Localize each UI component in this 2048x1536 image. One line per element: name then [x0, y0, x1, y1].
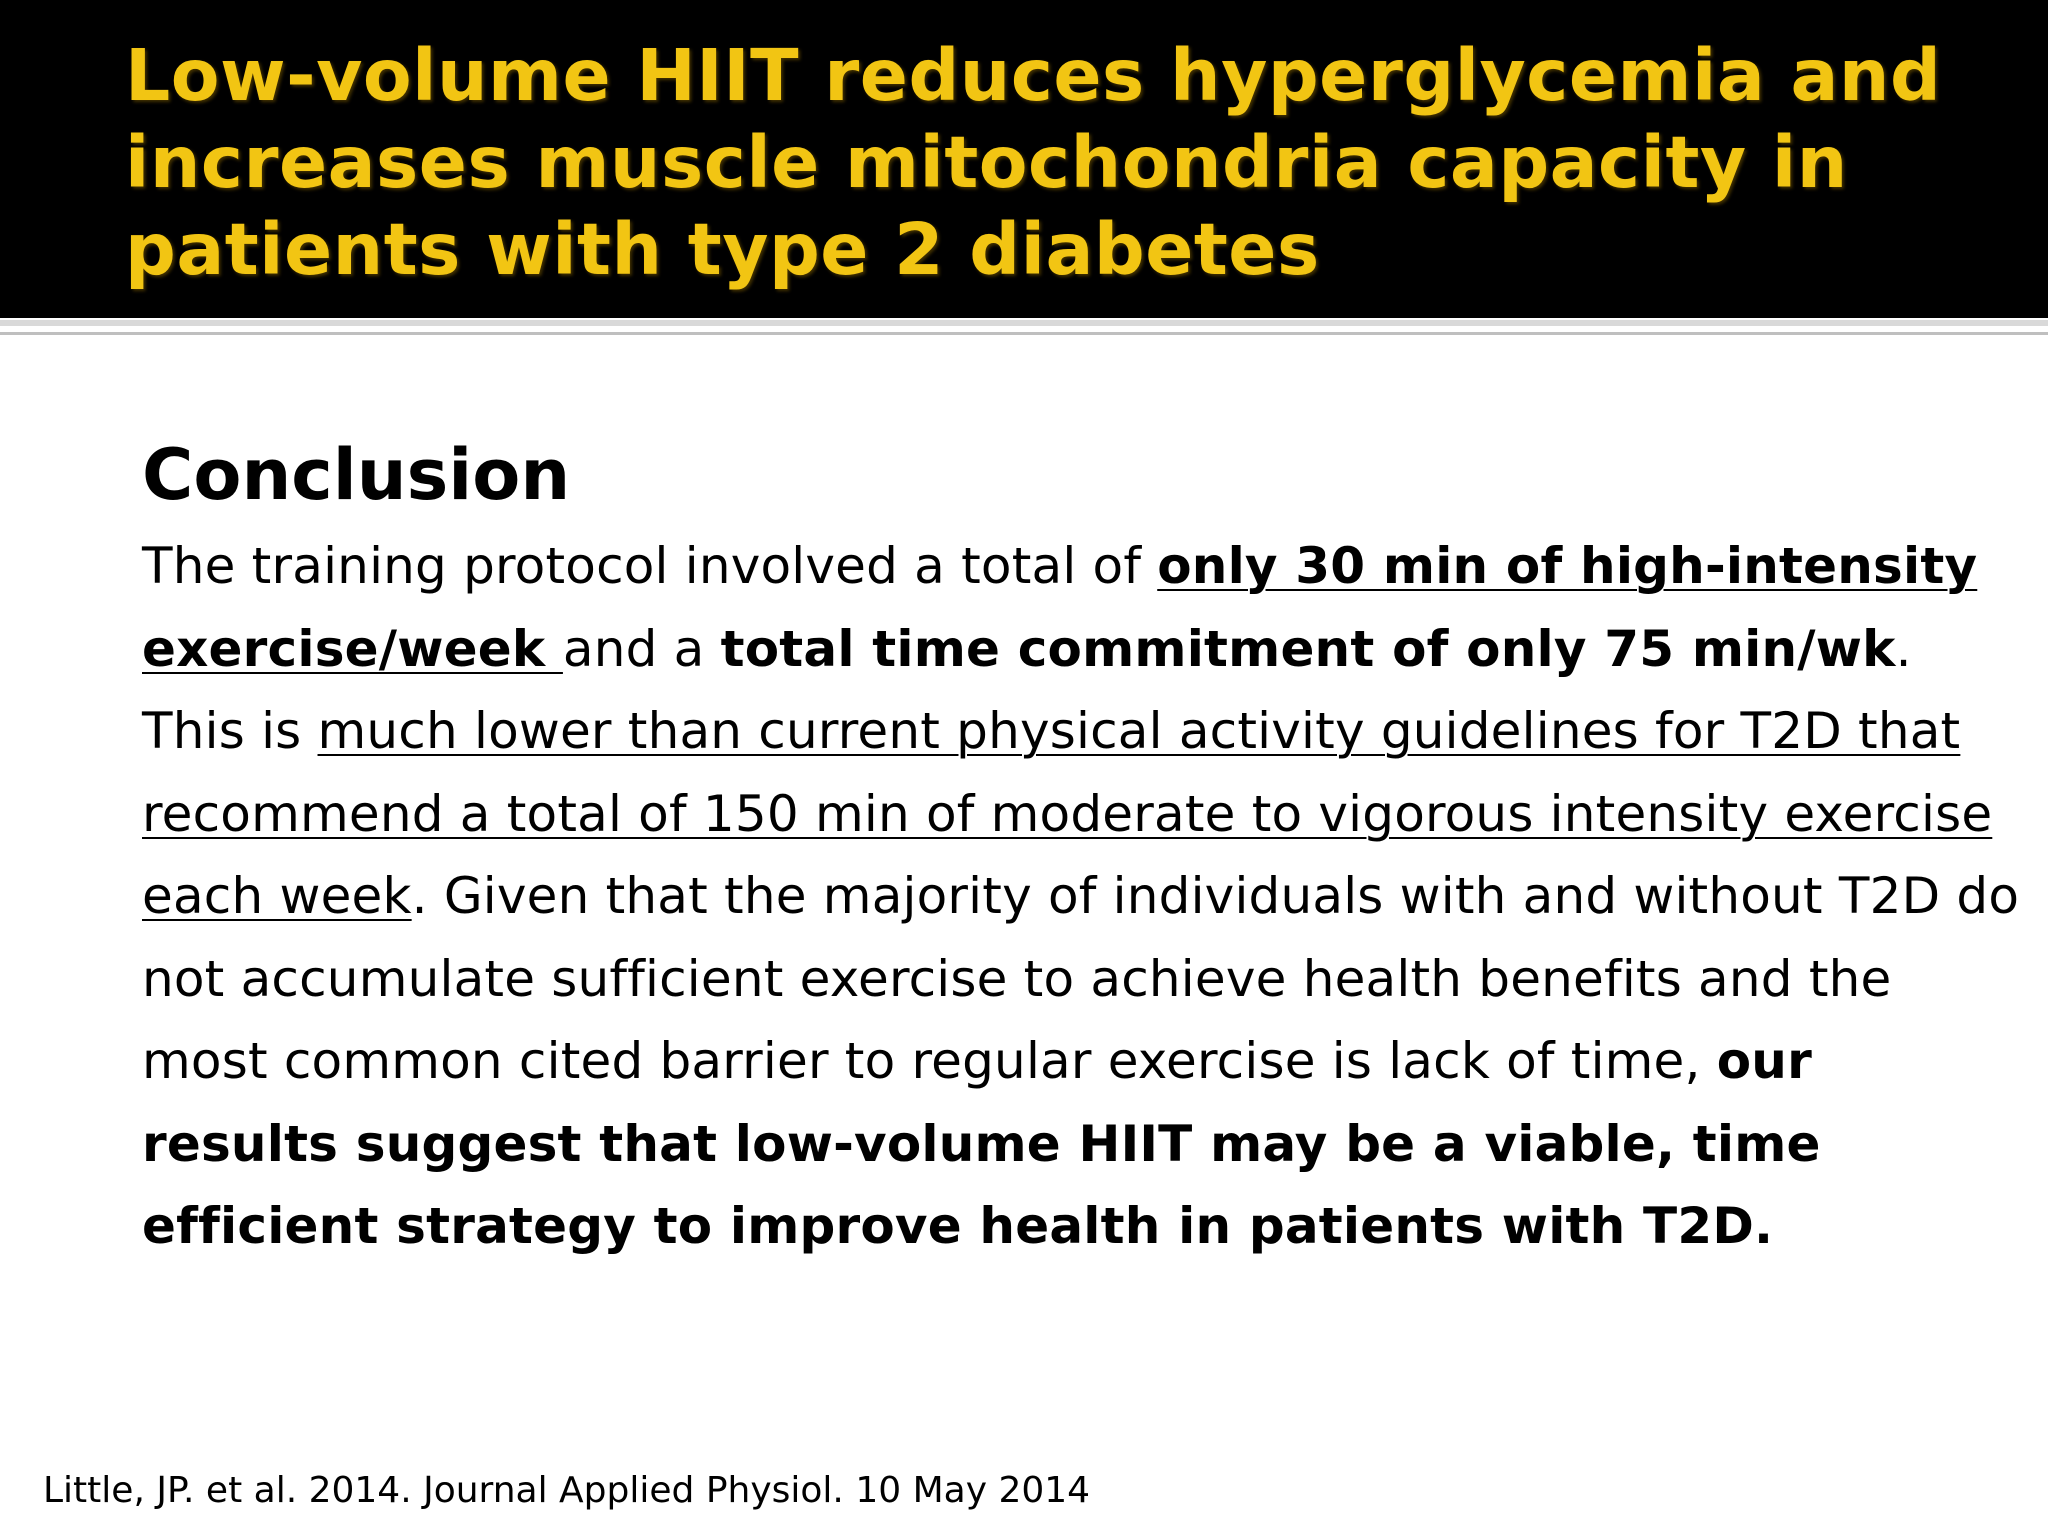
paragraph-text: and a: [562, 619, 721, 678]
paragraph-text: . This is: [142, 619, 1912, 760]
slide-title: Low-volume HIIT reduces hyperglycemia and increases muscle mitochondria capacity in patients with type 2 diabetes: [125, 34, 1942, 291]
emphasis-high-intensity-exercise: only 30 min of high-intensity exercise/week: [142, 537, 1978, 678]
title-divider-thin: [0, 332, 2048, 335]
emphasis-guidelines: much lower than current physical activity guidelines for T2D that recommend a total of 150 min of moderate to vigorous intensity exercise each week: [142, 702, 1993, 925]
emphasis-conclusion-statement: our results suggest that low-volume HIIT may be a viable, time efficient strategy to improve health in patients with T2D.: [142, 1032, 1821, 1255]
content-area: [142, 425, 2022, 1268]
title-divider: [0, 320, 2048, 326]
title-bar: [0, 0, 2048, 318]
citation: Little, JP. et al. 2014. Journal Applied Physiol. 10 May 2014: [43, 1470, 1091, 1511]
emphasis-time-commitment: total time commitment of only 75 min/wk: [720, 619, 1896, 678]
paragraph-text: The training protocol involved a total of: [142, 537, 1158, 595]
paragraph-text: . Given that the majority of individuals with and without T2D do not accumulate sufficient exercise to achieve health benefits and the most common cited barrier to regular exercise is lack of time,: [142, 867, 2020, 1090]
conclusion-heading: Conclusion: [142, 434, 571, 516]
conclusion-paragraph: [142, 525, 2022, 1268]
